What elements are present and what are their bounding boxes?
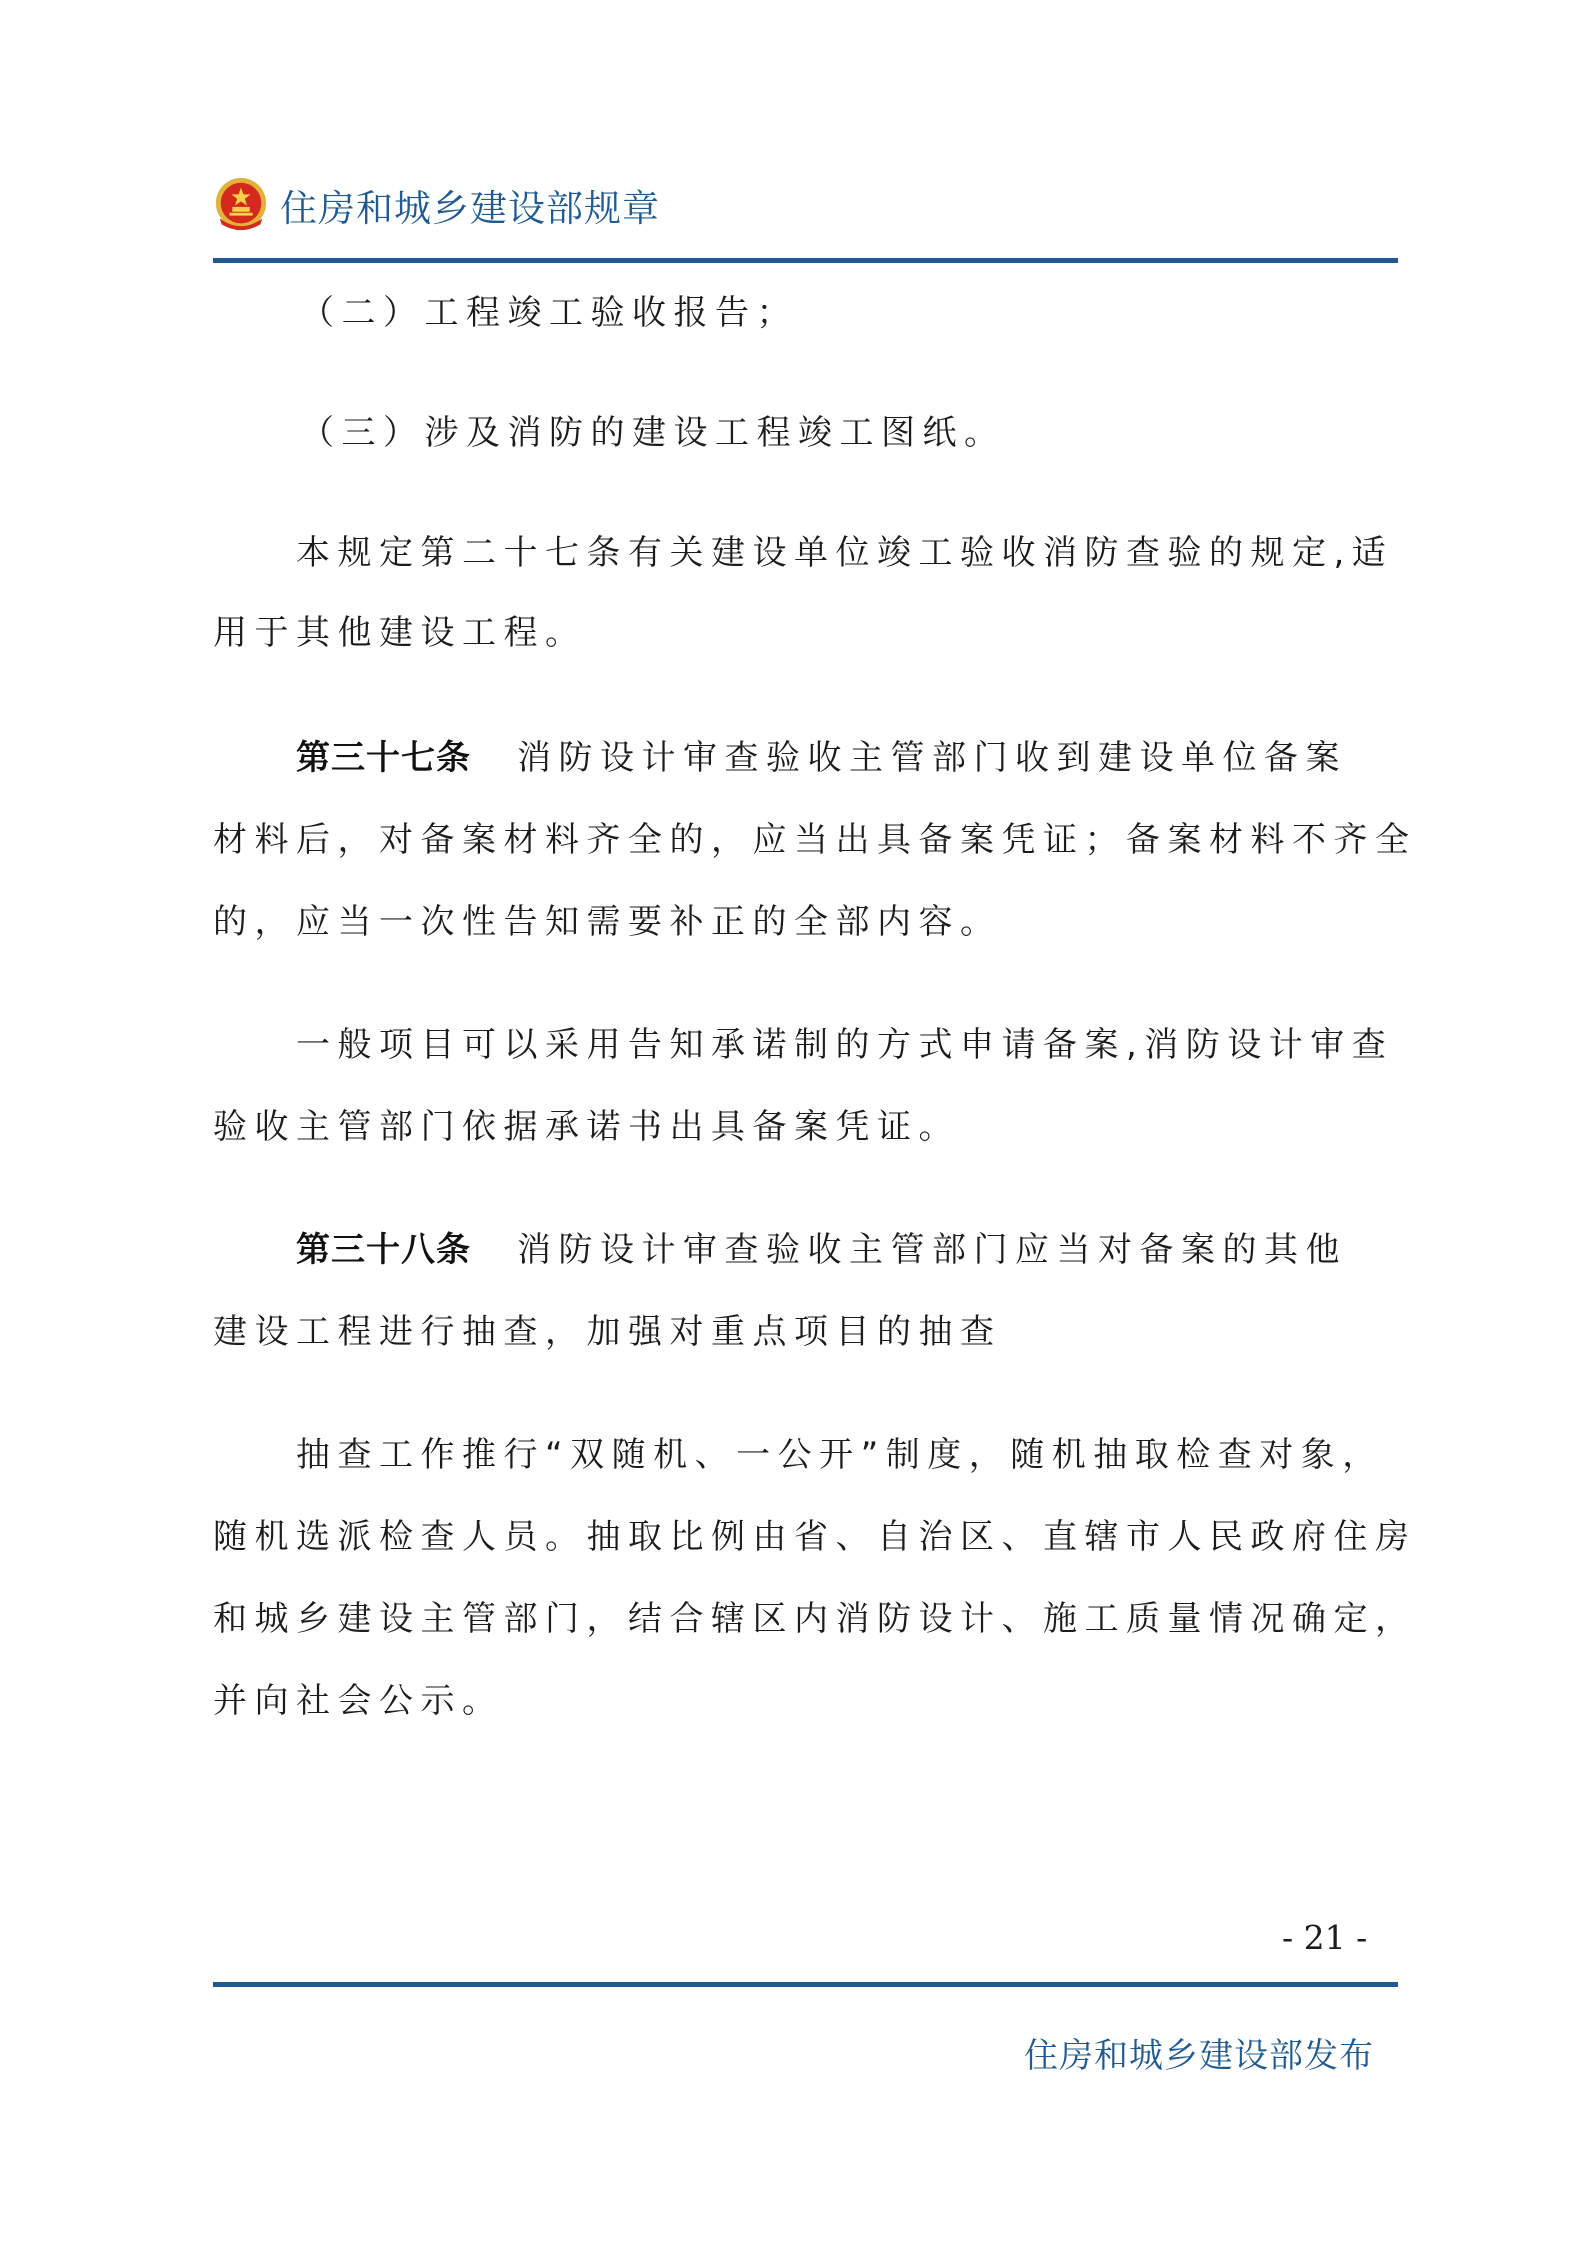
article-38-line-2: 建设工程进行抽查，加强对重点项目的抽查 — [213, 1312, 1002, 1352]
page-header — [212, 165, 660, 245]
article-37-line-1 — [296, 730, 1347, 779]
article-38-line-1 — [296, 1222, 1347, 1271]
paragraph-spot-check-line-2: 随机选派检查人员。抽取比例由省、自治区、直辖市人民政府住房 — [213, 1517, 1417, 1557]
page-number: - 21 - — [1282, 1918, 1368, 1957]
list-item-completion-report: （二）工程竣工验收报告； — [300, 293, 798, 333]
paragraph-applicability-line-1: 本规定第二十七条有关建设单位竣工验收消防查验的规定,适 — [296, 533, 1394, 573]
paragraph-general-line-1: 一般项目可以采用告知承诺制的方式申请备案,消防设计审查 — [296, 1025, 1394, 1065]
article-37-text: 消防设计审查验收主管部门收到建设单位备案 — [517, 738, 1347, 778]
national-emblem-icon — [212, 176, 270, 234]
paragraph-spot-check-line-3: 和城乡建设主管部门，结合辖区内消防设计、施工质量情况确定， — [213, 1599, 1417, 1639]
paragraph-applicability-line-2: 用于其他建设工程。 — [213, 613, 587, 653]
footer-divider — [213, 1982, 1398, 1987]
paragraph-spot-check-line-4: 并向社会公示。 — [213, 1681, 504, 1721]
paragraph-general-line-2: 验收主管部门依据承诺书出具备案凭证。 — [213, 1107, 960, 1147]
header-divider — [213, 258, 1398, 263]
article-37-heading: 第三十七条 — [296, 738, 471, 778]
list-item-completion-drawings: （三）涉及消防的建设工程竣工图纸。 — [300, 413, 1006, 453]
article-38-heading: 第三十八条 — [296, 1230, 471, 1270]
article-37-line-2: 材料后，对备案材料齐全的，应当出具备案凭证；备案材料不齐全 — [213, 820, 1417, 860]
article-38-text: 消防设计审查验收主管部门应当对备案的其他 — [517, 1230, 1347, 1270]
paragraph-spot-check-line-1: 抽查工作推行“双随机、一公开”制度，随机抽取检查对象， — [296, 1435, 1384, 1475]
header-title: 住房和城乡建设部规章 — [280, 187, 660, 230]
article-37-line-3: 的，应当一次性告知需要补正的全部内容。 — [213, 902, 1002, 942]
footer-publisher: 住房和城乡建设部发布 — [1024, 2036, 1374, 2076]
